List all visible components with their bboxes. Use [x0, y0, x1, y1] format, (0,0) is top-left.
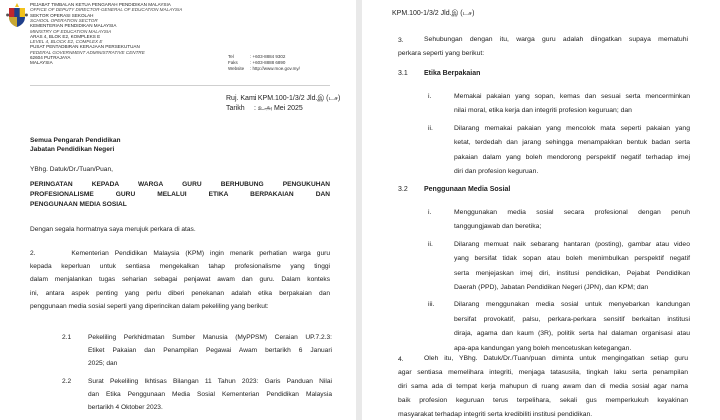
- circular-line: Pekeliling Perkhidmatan Sumber Manusia (MyPPSM) Ceraian UP.7.2.3:: [88, 334, 332, 341]
- subject-line-3: PENGGUNAAN MEDIA SOSIAL: [30, 201, 127, 208]
- contact-fax: Faks : +603-8888 6890: [228, 60, 286, 65]
- list-item-number: ii.: [428, 240, 433, 248]
- paragraph-3-line: Sehubungan dengan itu, warga guru adalah diingatkan supaya mematuhi: [424, 36, 688, 43]
- letterhead-line: 62604 PUTRAJAYA: [30, 55, 71, 60]
- list-item-line: Menggunakan media sosial secara profesional dengan penuh: [454, 209, 690, 216]
- list-item-line: Dilarang memakai pakaian yang mencolok mata seperti pakaian yang: [454, 124, 690, 132]
- section-number: 3.1: [398, 70, 408, 77]
- subject-line-1: PERINGATAN KEPADA WARGA GURU BERHUBUNG PENGUKUHAN: [30, 181, 330, 188]
- list-item-number: ii.: [428, 124, 433, 132]
- subject-line-2: PROFESIONALISME GURU MELALUI ETIKA BERPAKAIAN DAN: [30, 191, 330, 198]
- paragraph-4-line: agar sentiasa memelihara integriti, menjaga tatasusila, tingkah laku serta penampilan: [398, 369, 688, 376]
- letter-page-1: [0, 0, 356, 420]
- list-item-line: ketat, terdedah dan jarang sehingga menampakkan bentuk badan serta: [454, 139, 690, 147]
- paragraph-3-line: perkara seperti yang berikut:: [398, 50, 485, 57]
- letterhead-line: FEDERAL GOVERNMENT ADMINISTRATIVE CENTRE: [30, 49, 145, 55]
- circular-line: bertarikh 4 Oktober 2023.: [88, 404, 163, 411]
- list-item-line: Dilarang memuat naik sebarang hantaran (posting), gambar atau video: [454, 240, 690, 248]
- list-item-line: Dilarang menggunakan media sosial untuk menyebarkan kandungan: [454, 301, 690, 309]
- letterhead-line: SEKTOR OPERASI SEKOLAH: [30, 12, 94, 18]
- circular-line: Surat Pekeliling Ikhtisas Bilangan 11 Tahun 2023: Garis Panduan Nilai: [88, 378, 332, 385]
- circular-number: 2.2: [62, 378, 72, 385]
- section-number: 3.2: [398, 186, 408, 193]
- malaysia-coat-of-arms-icon: [6, 2, 28, 28]
- paragraph-4-line: baik profesion keguruan terus terpelihara, sekali gus memperkukuh keyakinan: [398, 397, 688, 404]
- circular-number: 2.1: [62, 334, 72, 341]
- letter-date: Tarikh : உஅ Mei 2025: [226, 105, 303, 112]
- paragraph-2-line: kepada keperluan untuk sentiasa mengekalkan tahap profesionalisme yang tinggi: [30, 263, 330, 271]
- section-title: Etika Berpakaian: [424, 70, 481, 77]
- salutation: YBhg. Datuk/Dr./Tuan/Puan,: [30, 166, 113, 173]
- list-item-line: tanggungjawab dan beretika;: [454, 223, 542, 231]
- paragraph-4-number: 4.: [398, 356, 404, 363]
- list-item-line: Daerah (PPD), Jabatan Pendidikan Negeri (JPN), dan KPM; dan: [454, 284, 649, 291]
- list-item-number: iii.: [428, 301, 435, 309]
- opening-line: Dengan segala hormatnya saya merujuk perkara di atas.: [30, 226, 196, 233]
- paragraph-3-number: 3.: [398, 37, 404, 44]
- letterhead-line: ARAS 4, BLOK E2, KOMPLEKS E: [30, 33, 101, 39]
- letterhead-line: PEJABAT TIMBALAN KETUA PENGARAH PENDIDIKAN MALAYSIA: [30, 2, 171, 7]
- letterhead-line: MALAYSIA: [30, 60, 53, 66]
- contact-website: Website : http://www.moe.gov.my/: [228, 66, 300, 71]
- letterhead-line: KEMENTERIAN PENDIDIKAN MALAYSIA: [30, 23, 117, 29]
- paragraph-4-line: masyarakat terhadap integriti serta kredibiliti institusi pendidikan.: [398, 411, 593, 418]
- section-title: Penggunaan Media Sosial: [424, 186, 511, 193]
- letterhead-line: MINISTRY OF EDUCATION MALAYSIA: [30, 28, 112, 34]
- contact-tel: Tel : +603-8884 9302: [228, 54, 286, 59]
- recipient-line-2: Jabatan Pendidikan Negeri: [30, 146, 115, 153]
- list-item-line: nilai moral, etika kerja dan integriti profesion keguruan; dan: [454, 107, 632, 115]
- list-item-line: diri dan profesion keguruan.: [454, 168, 539, 175]
- paragraph-2-line: penggunaan media sosial seperti yang diperincikan dalam pekeliling yang berikut:: [30, 302, 269, 310]
- list-item-line: serta menjejaskan imej diri, institusi pendidikan, Pejabat Pendidikan: [454, 269, 690, 277]
- list-item-line: diraja, agama dan kaum (3R), politik serta hal dalaman organisasi atau: [454, 330, 690, 338]
- letterhead-line: LEVEL 4, BLOCK E2, COMPLEX E: [30, 39, 103, 45]
- circular-line: 2025; dan: [88, 360, 118, 367]
- list-item-line: bersifat provokatif, palsu, perkara-perkara sensitif berkaitan institusi: [454, 315, 690, 323]
- paragraph-2-line: dalam menjalankan tugas seharian sebagai penjawat awam dan guru. Dalam konteks: [30, 276, 330, 284]
- list-item-line: Memakai pakaian yang sopan, kemas dan sesuai serta mencerminkan: [454, 93, 690, 100]
- list-item-line: yang bersifat tidak sopan atau boleh menimbulkan perspektif negatif: [454, 255, 690, 263]
- recipient-line-1: Semua Pengarah Pendidikan: [30, 137, 121, 144]
- circular-line: dan Etika Penggunaan Media Sosial Kementerian Pendidikan Malaysia: [88, 391, 332, 398]
- letter-page-2: [362, 0, 720, 420]
- circular-line: Etiket Pakaian dan Penampilan Pegawai Awam bertarikh 6 Januari: [88, 347, 332, 354]
- list-item-line: pakaian dalam yang boleh mendorong perspektif negatif terhadap imej: [454, 153, 690, 161]
- paragraph-4-line: diri sama ada di tempat kerja mahupun di ruang awam dan di media sosial agar nama: [398, 383, 688, 390]
- header-divider: [30, 85, 330, 86]
- letterhead-line: SCHOOL OPERATION SECTOR: [30, 17, 98, 23]
- paragraph-2-line: 2. Kementerian Pendidikan Malaysia (KPM) ingin menarik perhatian warga guru: [30, 250, 330, 257]
- list-item-number: i.: [428, 93, 432, 100]
- reference-number: Ruj. Kami: KPM.100-1/3/2 Jld.இ (டச): [226, 95, 341, 102]
- paragraph-4-line: Oleh itu, YBhg. Datuk/Dr./Tuan/puan diminta untuk mengingatkan setiap guru: [424, 355, 688, 362]
- paragraph-2-line: ini, antara aspek penting yang perlu diberi penekanan adalah etika berpakaian dan: [30, 289, 330, 297]
- letterhead-line: PUSAT PENTADBIRAN KERAJAAN PERSEKUTUAN: [30, 44, 140, 50]
- page-reference-header: KPM.100-1/3/2 Jld.இ (டச): [392, 10, 475, 17]
- letterhead-line: OFFICE OF DEPUTY DIRECTOR-GENERAL OF EDUCATION MALAYSIA: [30, 7, 183, 13]
- list-item-number: i.: [428, 209, 432, 216]
- list-item-line: apa-apa kandungan yang boleh mencetuskan ketegangan.: [454, 344, 632, 352]
